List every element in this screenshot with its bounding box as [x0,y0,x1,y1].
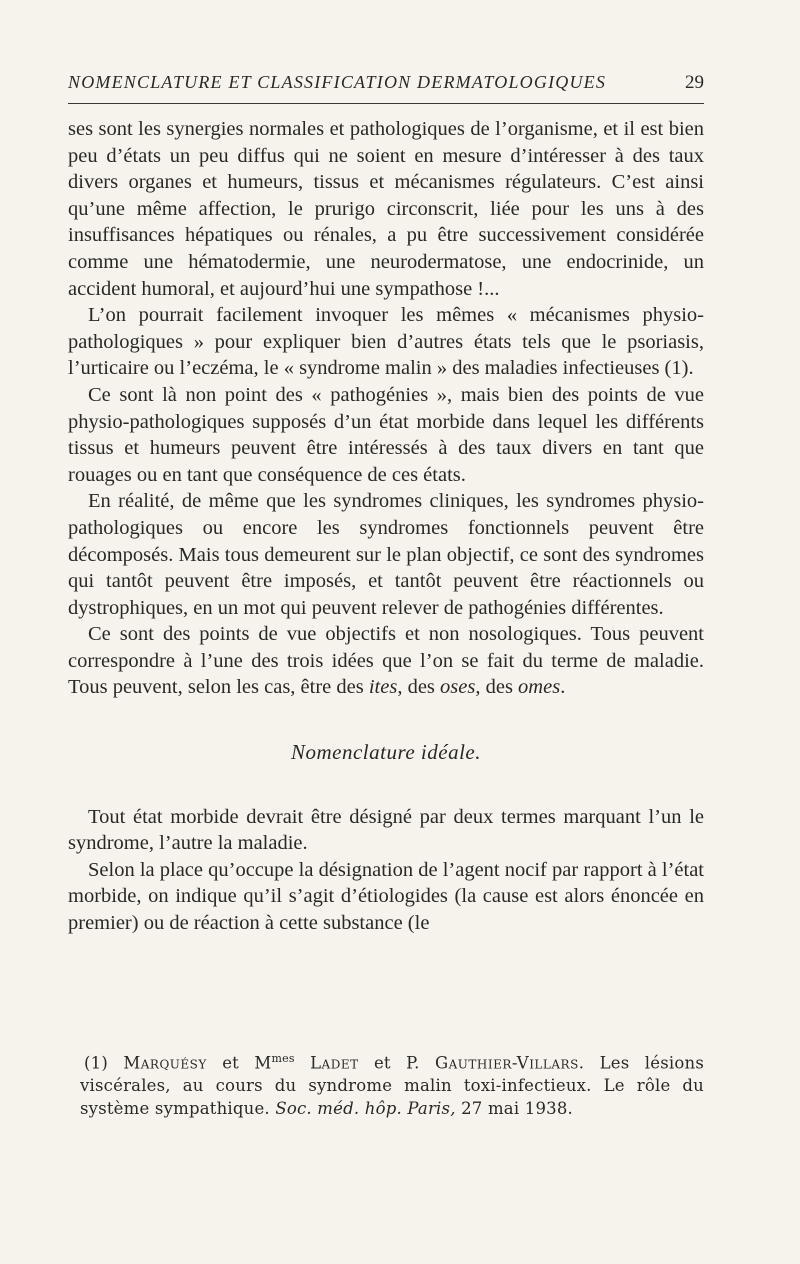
footnote-author: Gauthier-Villars [434,1053,579,1073]
footnote-connector: et [206,1053,255,1073]
suffix-ites: ites [368,676,398,699]
suffix-oses: oses [440,676,476,699]
footnote-author: Marquésy [123,1053,207,1073]
footnote [80,1048,704,1120]
paragraph-4: En réalité, de même que les syndromes cliniques, les syndromes physio-pathologiques ou encore les syndromes fonctionnels peuvent être décomposés. Mais tous demeurent sur le plan objectif, ce sont des syndromes qui tantôt peuvent être imposés, et tantôt peuvent être réactionnels ou dystrophiques, en un mot qui peuvent relever de pathogénies différentes. [68,490,704,619]
footnote-connector: et P. [358,1053,435,1073]
header-rule [68,103,704,104]
footnote-title: M [254,1053,272,1073]
footnote-journal: Soc. méd. hôp. Paris, [275,1098,456,1118]
suffix-omes: omes [518,676,561,699]
paragraph-6: Tout état morbide devrait être désigné par deux termes marquant l’un le syndrome, l’autre la maladie. [68,805,704,855]
footnote-marker: (1) [84,1053,108,1073]
footnote-date: 27 mai 1938. [455,1098,573,1118]
main-text [68,116,704,937]
paragraph-5 [68,621,704,701]
separator: , des [397,676,441,699]
footnote-title-sup: mes [271,1052,295,1065]
paragraph-5-text: Ce sont des points de vue objectifs et non nosologiques. Tous peuvent correspondre à l’une des trois idées que l’on se fait du terme de maladie. Tous peuvent, selon les cas, être des [68,623,704,699]
section-title: Nomenclature idéale. [290,740,481,765]
paragraph-3: Ce sont là non point des « pathogénies », mais bien des points de vue physio-pathologiques supposés d’un état morbide dans lequel les différents tissus et humeurs peuvent être intéressés à des taux divers en tant que rouages ou en tant que conséquence de ces états. [68,383,704,486]
running-header [68,72,704,94]
running-title: NOMENCLATURE ET CLASSIFICATION DERMATOLOGIQUES [68,72,607,92]
footnote-body: . Les lésions viscérales, au cours du syndrome malin toxi-infectieux. Le rôle du système sympathique. [80,1053,705,1118]
paragraph-7: Selon la place qu’occupe la désignation de l’agent nocif par rapport à l’état morbide, on indique qu’il s’agit d’étiologides (la cause est alors énoncée en premier) ou de réaction à cette substance (le [68,858,704,935]
footnote-text [80,1048,704,1120]
footnote-author: Ladet [310,1053,359,1073]
separator: , des [475,676,519,699]
page-number: 29 [685,72,704,93]
period: . [560,676,566,699]
paragraph-1: ses sont les synergies normales et pathologiques de l’organisme, et il est bien peu d’états un peu diffus qui ne soient en mesure d’intéresser à des taux divers organes et humeurs, tissus et mécanismes régulateurs. C’est ainsi qu’une même affection, le prurigo circonscrit, liée pour les uns à des insuffisances hépatiques ou rénales, a pu être successivement considérée comme une hématodermie, une neurodermatose, une endocrinide, un accident humoral, et aujourd’hui une sympathose !... [68,118,704,300]
paragraph-2: L’on pourrait facilement invoquer les mêmes « mécanismes physio-pathologiques » pour expliquer bien d’autres états tels que le psoriasis, l’urticaire ou l’eczéma, le « syndrome malin » des maladies infectieuses (1). [68,304,704,380]
